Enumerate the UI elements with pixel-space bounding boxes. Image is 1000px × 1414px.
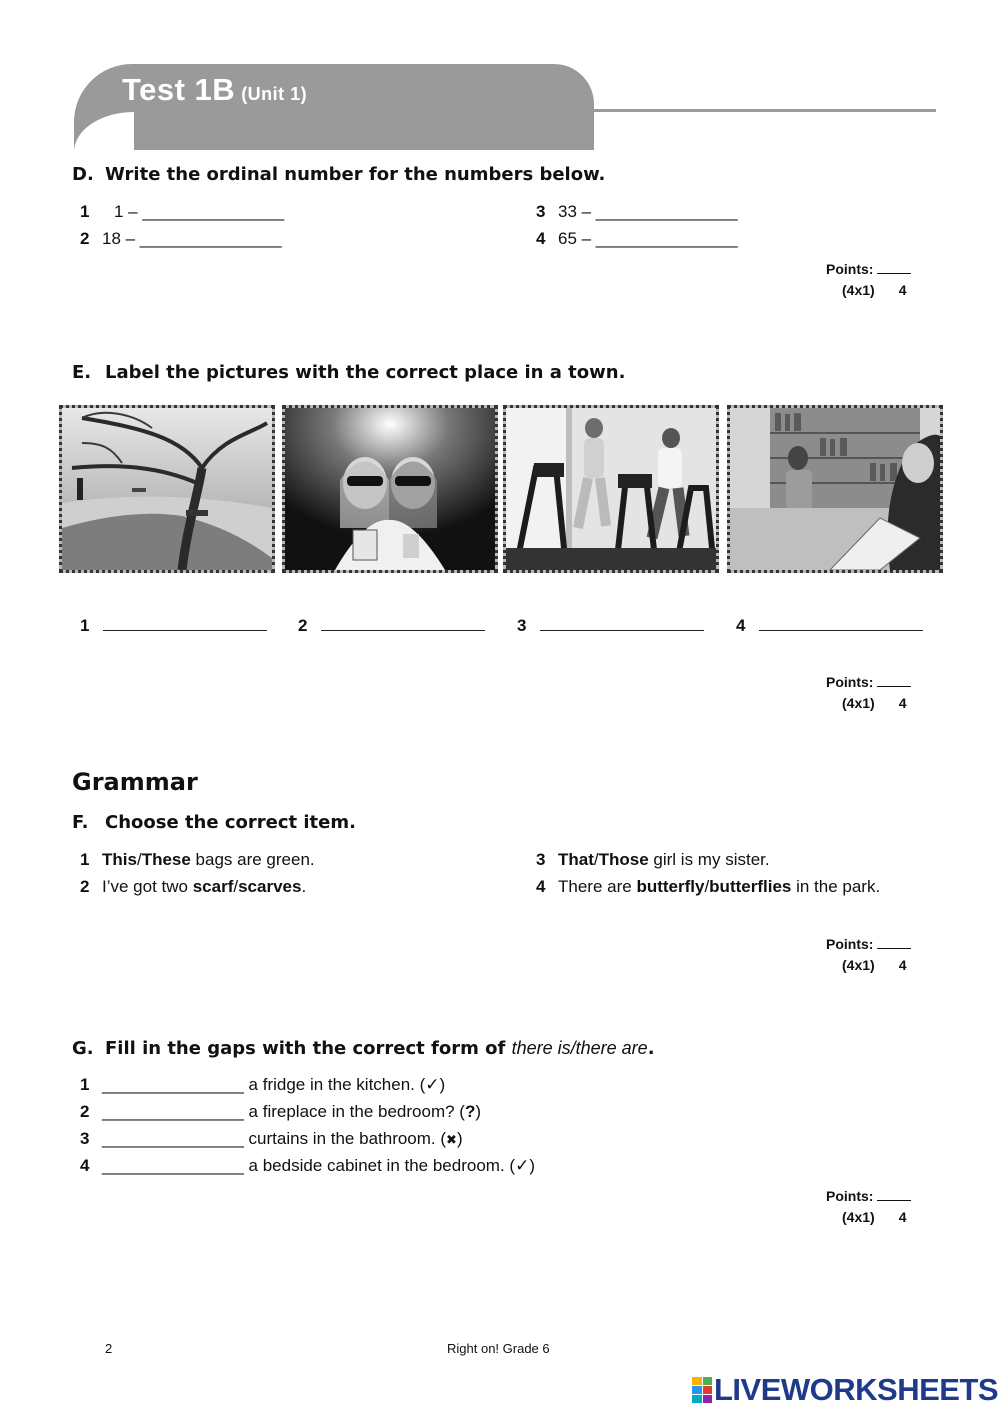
page-title <box>122 72 307 108</box>
label-line-1[interactable]: 1 <box>80 614 267 636</box>
section-g-points: Points: (4x1) 4 <box>826 1186 936 1228</box>
option-scarf[interactable]: scarf <box>192 877 234 896</box>
section-d-item-1[interactable]: 1 1 – _______________ <box>80 202 285 221</box>
option-butterfly[interactable]: butterfly <box>636 877 705 896</box>
cross-icon: ✖ <box>446 1132 457 1147</box>
section-d-item-4[interactable]: 4 65 – _______________ <box>536 229 738 248</box>
option-this[interactable]: This <box>102 850 137 869</box>
section-g-item-1[interactable]: 1 _______________ a fridge in the kitchen. (✓) <box>80 1075 446 1094</box>
section-f-item-4: 4 There are butterfly/butterflies in the park. <box>536 877 881 896</box>
section-d-item-3[interactable]: 3 33 – _______________ <box>536 202 738 221</box>
option-butterflies[interactable]: butterflies <box>709 877 792 896</box>
page-number: 2 <box>105 1341 113 1356</box>
section-f-item-2: 2 I’ve got two scarf/scarves. <box>80 877 307 896</box>
question-icon: ? <box>464 1102 476 1121</box>
cinema-photo <box>282 405 498 573</box>
points-blank[interactable] <box>877 674 911 687</box>
section-f-item-1: 1 This/These bags are green. <box>80 850 315 869</box>
library-photo <box>727 405 943 573</box>
section-d-points: Points: (4x1) 4 <box>826 259 936 301</box>
points-blank[interactable] <box>877 936 911 949</box>
points-blank[interactable] <box>877 1188 911 1201</box>
section-f-points: Points: (4x1) 4 <box>826 934 936 976</box>
liveworksheets-logo[interactable] <box>692 1372 998 1408</box>
section-f-heading: F. Choose the correct item. <box>72 812 356 833</box>
brand-name: LIVEWORKSHEETS <box>714 1372 999 1407</box>
grammar-heading: Grammar <box>72 768 198 796</box>
points-blank[interactable] <box>877 261 911 274</box>
park-photo <box>59 405 275 573</box>
gym-image <box>506 408 716 570</box>
check-icon: ✓ <box>425 1075 440 1094</box>
option-scarves[interactable]: scarves <box>238 877 302 896</box>
header-rule <box>590 109 936 112</box>
section-d-item-2[interactable]: 2 18 – _______________ <box>80 229 282 248</box>
gym-photo <box>503 405 719 573</box>
park-image <box>62 408 272 570</box>
section-e-points: Points: (4x1) 4 <box>826 672 936 714</box>
option-that[interactable]: That <box>558 850 594 869</box>
check-icon: ✓ <box>515 1156 530 1175</box>
label-line-3[interactable]: 3 <box>517 614 704 636</box>
option-those[interactable]: Those <box>598 850 649 869</box>
test-title: Test 1B <box>122 72 236 107</box>
section-d-heading: D. Write the ordinal number for the numbers below. <box>72 164 606 185</box>
option-these[interactable]: These <box>141 850 191 869</box>
unit-label: (Unit 1) <box>241 84 308 104</box>
section-g-item-2[interactable]: 2 _______________ a fireplace in the bedroom? (?) <box>80 1102 482 1121</box>
section-g-item-4[interactable]: 4 _______________ a bedside cabinet in the bedroom. (✓) <box>80 1156 535 1175</box>
library-image <box>730 408 942 570</box>
liveworksheets-icon <box>692 1377 712 1403</box>
book-title: Right on! Grade 6 <box>447 1341 550 1356</box>
section-e-heading: E. Label the pictures with the correct place in a town. <box>72 362 626 383</box>
section-g-item-3[interactable]: 3 _______________ curtains in the bathroom. (✖) <box>80 1129 463 1148</box>
label-line-2[interactable]: 2 <box>298 614 485 636</box>
section-f-item-3: 3 That/Those girl is my sister. <box>536 850 770 869</box>
cinema-image <box>285 408 495 570</box>
label-line-4[interactable]: 4 <box>736 614 923 636</box>
section-g-heading: G. Fill in the gaps with the correct form of there is/there are. <box>72 1038 655 1059</box>
